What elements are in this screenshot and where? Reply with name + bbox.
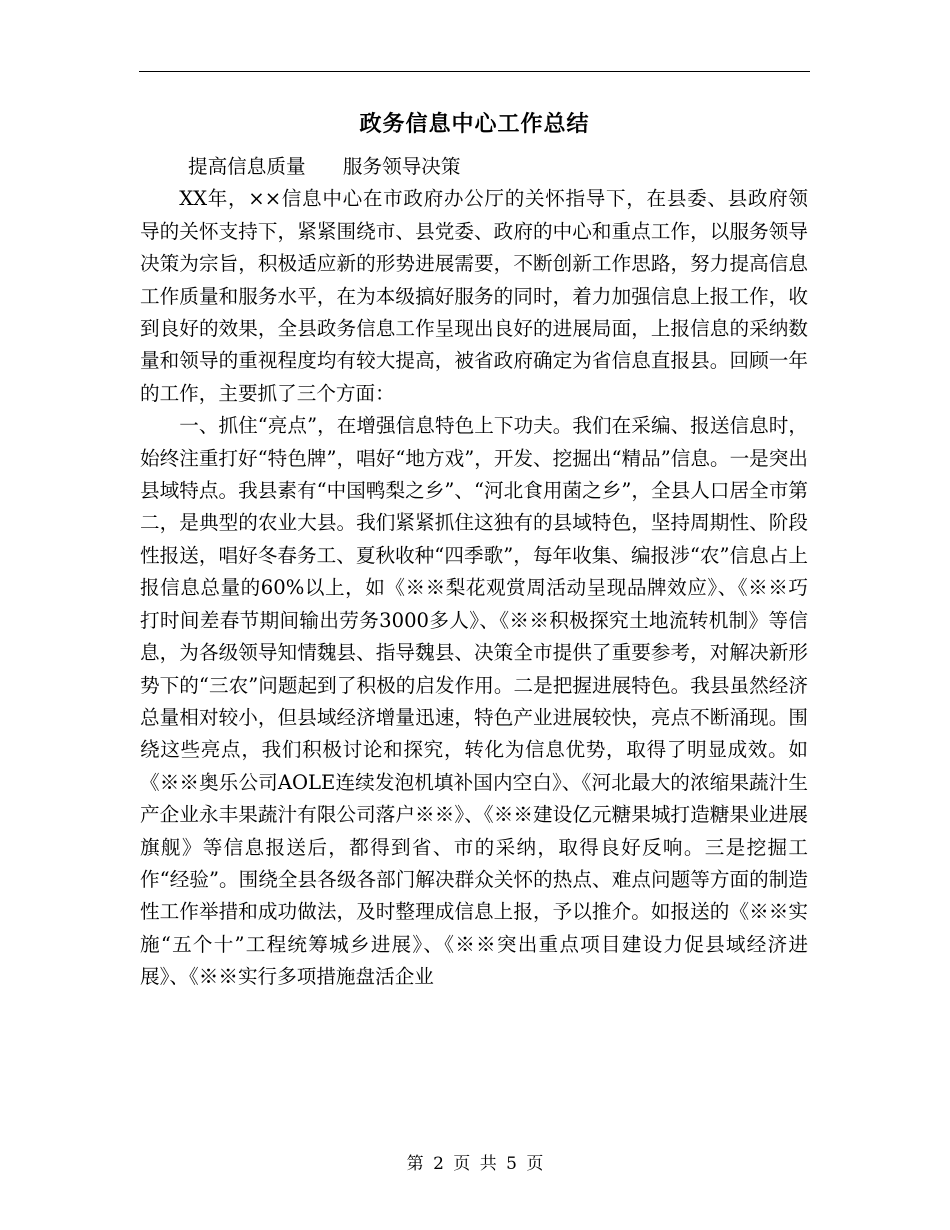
document-subtitle: 提高信息质量 服务领导决策 (188, 155, 461, 178)
header-rule (139, 71, 810, 72)
page-footer: 第 2 页 共 5 页 (406, 1154, 544, 1174)
paragraph-intro: XX年，××信息中心在市政府办公厅的关怀指导下，在县委、县政府领导的关怀支持下，紧紧围绕市、县党委、政府的中心和重点工作，以服务领导决策为宗旨，积极适应新的形势进展需要，不断创新工作思路，努力提高信息工作质量和服务水平，在为本级搞好服务的同时，着力加强信息上报工作，收到良好的效果，全县政务信息工作呈现出良好的进展局面，上报信息的采纳数量和领导的重视程度均有较大提高，被省政府确定为省信息直报县。回顾一年的工作，主要抓了三个方面： (140, 187, 808, 405)
document-title: 政务信息中心工作总结 (359, 112, 590, 137)
paragraph-section-one: 一、抓住“亮点”，在增强信息特色上下功夫。我们在采编、报送信息时，始终注重打好“特色牌”，唱好“地方戏”，开发、挖掘出“精品”信息。一是突出县域特点。我县素有“中国鸭梨之乡”、“河北食用菌之乡”，全县人口居全市第二，是典型的农业大县。我们紧紧抓住这独有的县域特色，坚持周期性、阶段性报送，唱好冬春务工、夏秋收种“四季歌”，每年收集、编报涉“农”信息占上报信息总量的60%以上，如《※※梨花观赏周活动呈现品牌效应》、《※※巧打时间差春节期间输出劳务3000多人》、《※※积极探究土地流转机制》等信息，为各级领导知情魏县、指导魏县、决策全市提供了重要参考，对解决新形势下的“三农”问题起到了积极的启发作用。二是把握进展特色。我县虽然经济总量相对较小，但县域经济增量迅速，特色产业进展较快，亮点不断涌现。围绕这些亮点，我们积极讨论和探究，转化为信息优势，取得了明显成效。如《※※奥乐公司AOLE连续发泡机填补国内空白》、《河北最大的浓缩果蔬汁生产企业永丰果蔬汁有限公司落户※※》、《※※建设亿元糖果城打造糖果业进展旗舰》等信息报送后，都得到省、市的采纳，取得良好反响。三是挖掘工作“经验”。围绕全县各级各部门解决群众关怀的热点、难点问题等方面的制造性工作举措和成功做法，及时整理成信息上报，予以推介。如报送的《※※实施“五个十”工程统筹城乡进展》、《※※突出重点项目建设力促县域经济进展》、《※※实行多项措施盘活企业 (140, 414, 808, 989)
document-body (140, 151, 808, 994)
